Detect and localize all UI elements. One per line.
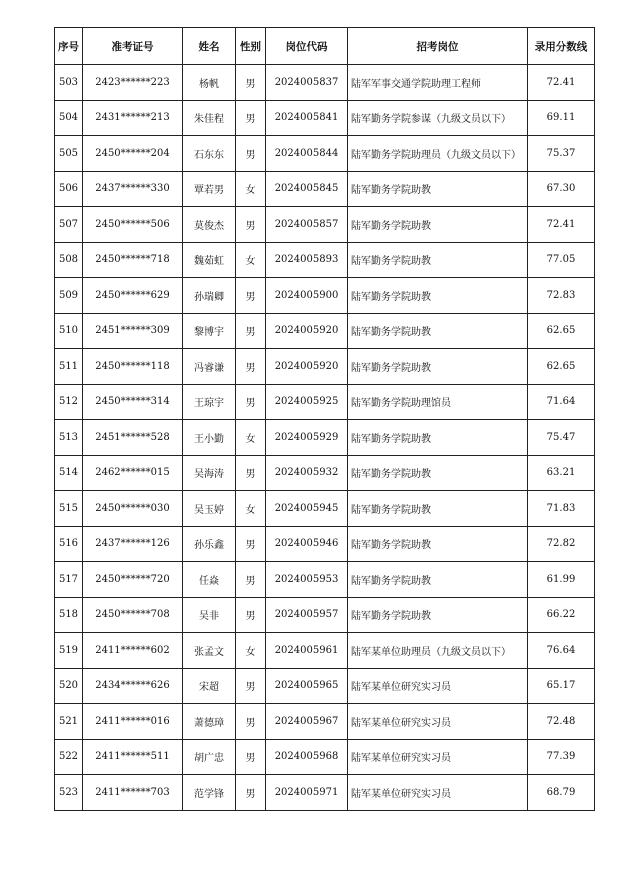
table-row <box>55 704 595 740</box>
table-header-row <box>55 28 595 65</box>
cell-post-code: 2024005929 <box>266 420 348 456</box>
cell-no: 507 <box>55 207 83 243</box>
cell-post-code: 2024005893 <box>266 242 348 278</box>
cell-score: 71.64 <box>528 384 595 420</box>
cell-score: 68.79 <box>528 775 595 811</box>
cell-no: 518 <box>55 597 83 633</box>
cell-exam-id: 2450******718 <box>83 242 183 278</box>
cell-gender: 女 <box>236 420 266 456</box>
cell-post-code: 2024005925 <box>266 384 348 420</box>
cell-post-code: 2024005971 <box>266 775 348 811</box>
cell-score: 63.21 <box>528 455 595 491</box>
cell-post-code: 2024005961 <box>266 633 348 669</box>
cell-post: 陆军勤务学院助教 <box>348 313 528 349</box>
cell-post: 陆军勤务学院助教 <box>348 278 528 314</box>
cell-score: 69.11 <box>528 100 595 136</box>
cell-post: 陆军勤务学院助教 <box>348 420 528 456</box>
cell-exam-id: 2462******015 <box>83 455 183 491</box>
cell-name: 王小勤 <box>183 420 236 456</box>
cell-post-code: 2024005953 <box>266 562 348 598</box>
cell-post: 陆军勤务学院助教 <box>348 597 528 633</box>
table-row <box>55 562 595 598</box>
cell-no: 516 <box>55 526 83 562</box>
cell-score: 62.65 <box>528 313 595 349</box>
cell-gender: 男 <box>236 704 266 740</box>
cell-exam-id: 2450******030 <box>83 491 183 527</box>
cell-no: 509 <box>55 278 83 314</box>
cell-gender: 男 <box>236 739 266 775</box>
table-row <box>55 775 595 811</box>
cell-name: 孙乐鑫 <box>183 526 236 562</box>
cell-no: 508 <box>55 242 83 278</box>
header-gender: 性别 <box>236 28 266 65</box>
cell-exam-id: 2411******511 <box>83 739 183 775</box>
cell-no: 510 <box>55 313 83 349</box>
cell-score: 75.37 <box>528 136 595 172</box>
cell-no: 520 <box>55 668 83 704</box>
cell-exam-id: 2450******506 <box>83 207 183 243</box>
cell-post: 陆军勤务学院助教 <box>348 349 528 385</box>
cell-name: 杨帆 <box>183 65 236 101</box>
cell-name: 黎博宇 <box>183 313 236 349</box>
cell-gender: 男 <box>236 349 266 385</box>
cell-name: 吴玉婷 <box>183 491 236 527</box>
cell-gender: 女 <box>236 491 266 527</box>
table-row <box>55 171 595 207</box>
table-row <box>55 207 595 243</box>
cell-score: 72.41 <box>528 65 595 101</box>
cell-post: 陆军勤务学院助教 <box>348 455 528 491</box>
table-body <box>55 65 595 811</box>
cell-post-code: 2024005967 <box>266 704 348 740</box>
table-row <box>55 65 595 101</box>
cell-post: 陆军勤务学院助教 <box>348 207 528 243</box>
cell-post: 陆军某单位研究实习员 <box>348 668 528 704</box>
cell-post-code: 2024005841 <box>266 100 348 136</box>
cell-gender: 男 <box>236 384 266 420</box>
cell-name: 覃若男 <box>183 171 236 207</box>
cell-post: 陆军勤务学院助教 <box>348 526 528 562</box>
cell-name: 吴海涛 <box>183 455 236 491</box>
cell-exam-id: 2434******626 <box>83 668 183 704</box>
cell-exam-id: 2450******629 <box>83 278 183 314</box>
cell-no: 513 <box>55 420 83 456</box>
cell-no: 517 <box>55 562 83 598</box>
cell-name: 朱佳程 <box>183 100 236 136</box>
cell-gender: 女 <box>236 633 266 669</box>
cell-no: 514 <box>55 455 83 491</box>
cell-exam-id: 2411******602 <box>83 633 183 669</box>
cell-post: 陆军勤务学院助教 <box>348 171 528 207</box>
cell-gender: 男 <box>236 313 266 349</box>
cell-post-code: 2024005932 <box>266 455 348 491</box>
cell-name: 王琼宇 <box>183 384 236 420</box>
table-row <box>55 136 595 172</box>
cell-no: 522 <box>55 739 83 775</box>
cell-no: 506 <box>55 171 83 207</box>
cell-post: 陆军勤务学院助教 <box>348 562 528 598</box>
cell-no: 519 <box>55 633 83 669</box>
cell-post-code: 2024005844 <box>266 136 348 172</box>
cell-score: 71.83 <box>528 491 595 527</box>
cell-gender: 男 <box>236 526 266 562</box>
cell-post: 陆军勤务学院助理员（九级文员以下） <box>348 136 528 172</box>
cell-gender: 男 <box>236 278 266 314</box>
cell-score: 67.30 <box>528 171 595 207</box>
cell-no: 512 <box>55 384 83 420</box>
header-exam-id: 准考证号 <box>83 28 183 65</box>
cell-post: 陆军勤务学院助教 <box>348 242 528 278</box>
cell-name: 魏茹虹 <box>183 242 236 278</box>
document-page <box>54 27 594 811</box>
cell-score: 72.82 <box>528 526 595 562</box>
table-row <box>55 242 595 278</box>
table-row <box>55 597 595 633</box>
cell-no: 511 <box>55 349 83 385</box>
cell-gender: 男 <box>236 597 266 633</box>
cell-no: 504 <box>55 100 83 136</box>
cell-gender: 女 <box>236 242 266 278</box>
cell-gender: 男 <box>236 207 266 243</box>
cell-post-code: 2024005920 <box>266 313 348 349</box>
cell-exam-id: 2431******213 <box>83 100 183 136</box>
cell-post-code: 2024005900 <box>266 278 348 314</box>
cell-exam-id: 2411******703 <box>83 775 183 811</box>
cell-gender: 男 <box>236 668 266 704</box>
cell-exam-id: 2437******126 <box>83 526 183 562</box>
table-row <box>55 739 595 775</box>
cell-score: 77.39 <box>528 739 595 775</box>
cell-no: 505 <box>55 136 83 172</box>
cell-exam-id: 2437******330 <box>83 171 183 207</box>
cell-score: 61.99 <box>528 562 595 598</box>
cell-score: 72.48 <box>528 704 595 740</box>
cell-name: 石东东 <box>183 136 236 172</box>
cell-post: 陆军勤务学院参谋（九级文员以下） <box>348 100 528 136</box>
cell-post-code: 2024005945 <box>266 491 348 527</box>
cell-no: 503 <box>55 65 83 101</box>
table-row <box>55 384 595 420</box>
table-row <box>55 491 595 527</box>
cell-name: 胡广忠 <box>183 739 236 775</box>
table-row <box>55 100 595 136</box>
header-no: 序号 <box>55 28 83 65</box>
cell-exam-id: 2450******204 <box>83 136 183 172</box>
cell-post-code: 2024005957 <box>266 597 348 633</box>
cell-name: 任焱 <box>183 562 236 598</box>
cell-no: 523 <box>55 775 83 811</box>
cell-gender: 男 <box>236 100 266 136</box>
cell-post: 陆军某单位研究实习员 <box>348 775 528 811</box>
cell-name: 张孟文 <box>183 633 236 669</box>
cell-score: 72.83 <box>528 278 595 314</box>
cell-exam-id: 2450******720 <box>83 562 183 598</box>
cell-gender: 男 <box>236 562 266 598</box>
cell-post-code: 2024005857 <box>266 207 348 243</box>
cell-gender: 男 <box>236 775 266 811</box>
table-row <box>55 633 595 669</box>
cell-post: 陆军勤务学院助理馆员 <box>348 384 528 420</box>
cell-score: 65.17 <box>528 668 595 704</box>
cell-post: 陆军军事交通学院助理工程师 <box>348 65 528 101</box>
header-score: 录用分数线 <box>528 28 595 65</box>
table-row <box>55 455 595 491</box>
cell-gender: 男 <box>236 136 266 172</box>
cell-exam-id: 2411******016 <box>83 704 183 740</box>
cell-score: 76.64 <box>528 633 595 669</box>
table-row <box>55 349 595 385</box>
table-row <box>55 668 595 704</box>
header-post: 招考岗位 <box>348 28 528 65</box>
cell-gender: 男 <box>236 455 266 491</box>
cell-exam-id: 2450******118 <box>83 349 183 385</box>
cell-gender: 女 <box>236 171 266 207</box>
cell-name: 莫俊杰 <box>183 207 236 243</box>
cell-score: 77.05 <box>528 242 595 278</box>
cell-post: 陆军某单位助理员（九级文员以下） <box>348 633 528 669</box>
cell-exam-id: 2450******314 <box>83 384 183 420</box>
cell-name: 宋超 <box>183 668 236 704</box>
cell-post-code: 2024005965 <box>266 668 348 704</box>
cell-post: 陆军勤务学院助教 <box>348 491 528 527</box>
table-row <box>55 420 595 456</box>
cell-score: 75.47 <box>528 420 595 456</box>
cell-name: 吴非 <box>183 597 236 633</box>
header-name: 姓名 <box>183 28 236 65</box>
cell-no: 521 <box>55 704 83 740</box>
cell-exam-id: 2423******223 <box>83 65 183 101</box>
cell-post: 陆军某单位研究实习员 <box>348 739 528 775</box>
cell-name: 孙瑞卿 <box>183 278 236 314</box>
cell-no: 515 <box>55 491 83 527</box>
table-row <box>55 313 595 349</box>
cell-post-code: 2024005837 <box>266 65 348 101</box>
cell-name: 萧德璋 <box>183 704 236 740</box>
cell-post-code: 2024005920 <box>266 349 348 385</box>
cell-exam-id: 2451******528 <box>83 420 183 456</box>
cell-name: 冯睿谦 <box>183 349 236 385</box>
cell-post: 陆军某单位研究实习员 <box>348 704 528 740</box>
cell-gender: 男 <box>236 65 266 101</box>
admission-score-table <box>54 27 595 811</box>
cell-post-code: 2024005845 <box>266 171 348 207</box>
table-row <box>55 278 595 314</box>
cell-exam-id: 2450******708 <box>83 597 183 633</box>
cell-post-code: 2024005968 <box>266 739 348 775</box>
header-post-code: 岗位代码 <box>266 28 348 65</box>
cell-score: 72.41 <box>528 207 595 243</box>
table-row <box>55 526 595 562</box>
cell-exam-id: 2451******309 <box>83 313 183 349</box>
cell-post-code: 2024005946 <box>266 526 348 562</box>
cell-score: 66.22 <box>528 597 595 633</box>
cell-score: 62.65 <box>528 349 595 385</box>
cell-name: 范学锋 <box>183 775 236 811</box>
